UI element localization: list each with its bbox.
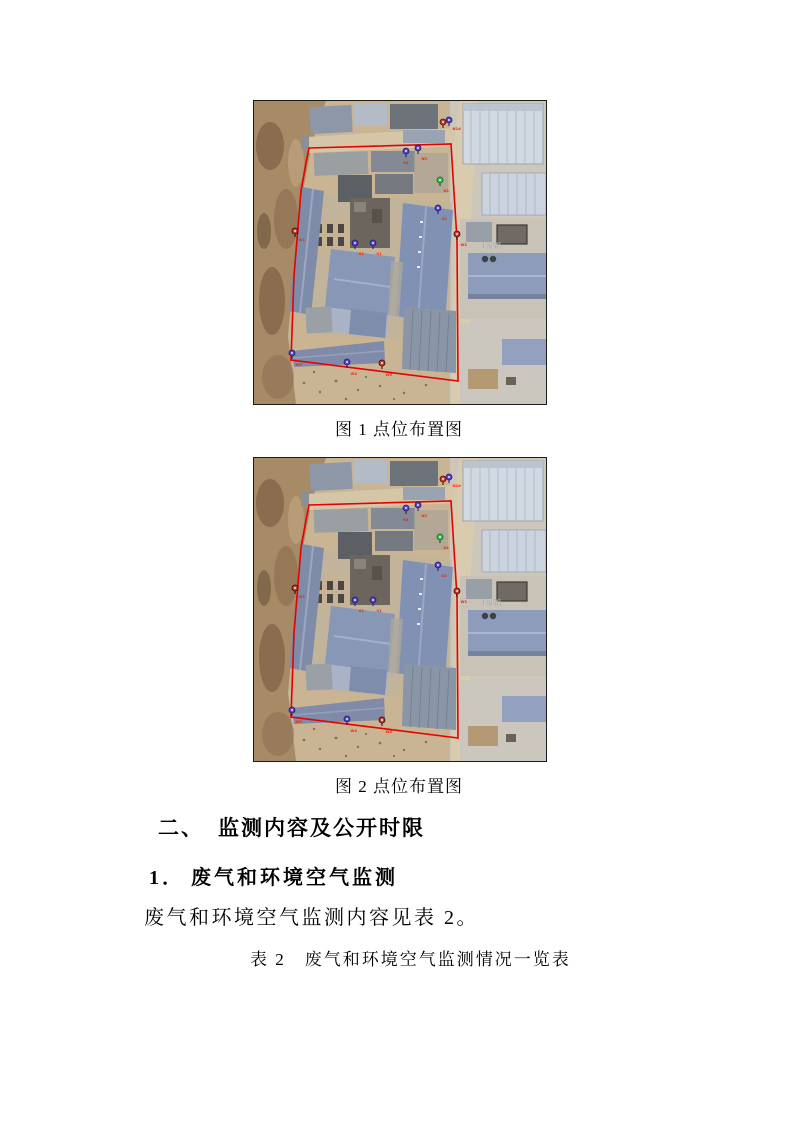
section-number: 二、 [158, 817, 204, 840]
section-title: 监测内容及公开时限 [218, 817, 425, 840]
figure-1-satellite-image [253, 100, 547, 405]
figure-1-caption: 图 1 点位布置图 [335, 420, 463, 439]
subsection-heading [149, 864, 398, 892]
section-heading [158, 814, 425, 844]
table-caption: 表 2 废气和环境空气监测情况一览表 [250, 950, 571, 969]
figure-2-caption: 图 2 点位布置图 [335, 777, 463, 796]
subsection-title: 废气和环境空气监测 [191, 867, 398, 889]
subsection-number: 1． [149, 867, 185, 889]
figure-2-satellite-image [253, 457, 547, 762]
body-paragraph: 废气和环境空气监测内容见表 2。 [144, 907, 479, 929]
